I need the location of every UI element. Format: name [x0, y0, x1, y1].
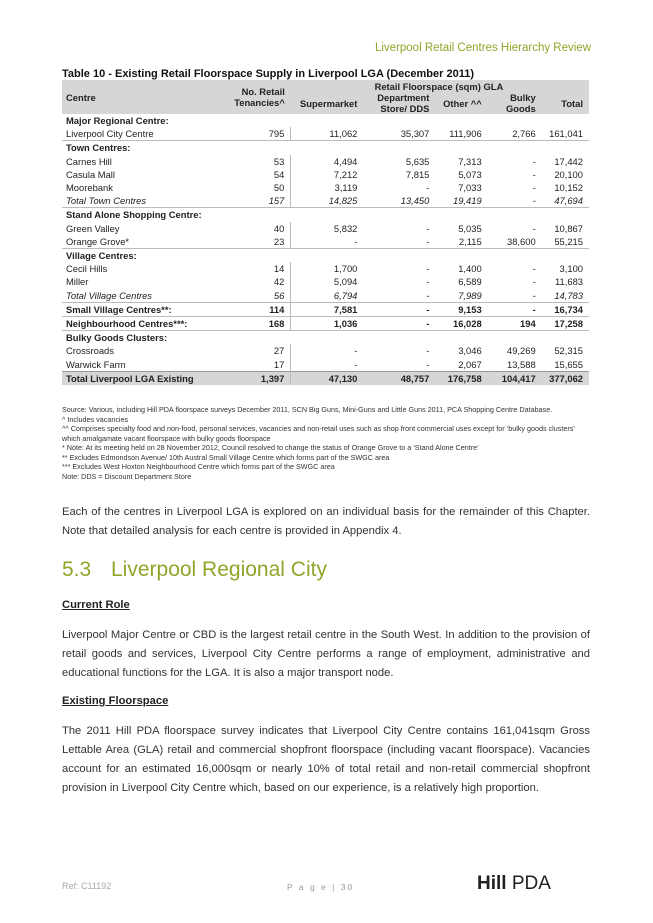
cell-tot: 10,867 [554, 222, 583, 234]
cell-ten: 168 [219, 317, 291, 331]
cell-ten: 1,397 [219, 371, 291, 385]
cell-empty [219, 249, 589, 263]
table-section-row [62, 141, 589, 155]
cell-oth: 7,989 [458, 289, 482, 301]
cell-bulky: 2,766 [512, 128, 536, 140]
table-section-row [62, 208, 589, 222]
cell-dept: 35,307 [400, 128, 430, 140]
cell-dept: 13,450 [400, 195, 430, 207]
table-row [62, 317, 589, 331]
note-other: ^^ Comprises specialty food and non-food, personal services, vacancies and non-retail uses such as shop front commercial uses except for ‘bulky goods clusters’ which amalgamate vacant floorspace with bulky goods floorspace [62, 424, 575, 443]
table-row [62, 155, 589, 168]
cell-ten: 40 [273, 222, 285, 234]
table-row [62, 235, 589, 249]
table-section-row [62, 331, 589, 345]
cell-bulky: - [532, 195, 536, 207]
table-row [62, 302, 589, 316]
cell-oth: 16,028 [435, 317, 487, 331]
cell-sup: 47,130 [291, 371, 364, 385]
cell-centre: Village Centres: [62, 249, 219, 263]
cell-tot: 20,100 [554, 168, 583, 180]
section-number: 5.3 [62, 558, 92, 581]
cell-oth: 111,906 [449, 128, 482, 140]
table-row [62, 344, 589, 357]
table-row [62, 275, 589, 288]
table-row [62, 194, 589, 208]
cell-empty [219, 208, 589, 222]
cell-empty [219, 114, 589, 127]
note-vacancies: ^ Includes vacancies [62, 414, 129, 424]
cell-centre: Neighbourhood Centres***: [62, 317, 219, 331]
cell-bulky: - [532, 168, 536, 180]
cell-dept: - [426, 182, 430, 194]
cell-centre: Cecil Hills [66, 263, 108, 275]
cell-tot: 52,315 [554, 345, 583, 357]
running-header: Liverpool Retail Centres Hierarchy Review [374, 42, 591, 54]
cell-tot: 15,655 [554, 358, 583, 370]
cell-sup: 5,094 [291, 275, 364, 288]
col-bulky: Bulky Goods [488, 92, 542, 114]
cell-centre: Warwick Farm [66, 358, 126, 370]
cell-oth: 2,067 [458, 358, 482, 370]
cell-centre: Total Town Centres [66, 195, 147, 207]
table-row [62, 181, 589, 194]
cell-ten: 53 [273, 155, 285, 167]
table-notes [62, 405, 589, 481]
retail-floorspace-table [62, 80, 589, 385]
cell-tot: 377,062 [542, 371, 589, 385]
cell-oth: 7,313 [458, 155, 482, 167]
cell-oth: 7,033 [458, 182, 482, 194]
cell-bulky: 13,588 [507, 358, 536, 370]
cell-sup: 4,494 [291, 155, 364, 168]
cell-tot: 11,683 [555, 276, 583, 288]
footer-page-number: P a g e | 30 [287, 882, 355, 892]
col-tenancies: No. Retail Tenancies^ [219, 80, 291, 114]
cell-dept: 7,815 [405, 168, 430, 180]
cell-sup: 7,581 [291, 302, 364, 316]
cell-oth: 9,153 [435, 302, 487, 316]
cell-tot: 10,152 [554, 182, 583, 194]
cell-oth: 176,758 [435, 371, 487, 385]
cell-dept: - [426, 358, 430, 370]
cell-tot: 17,442 [554, 155, 583, 167]
col-group-floorspace: Retail Floorspace (sqm) GLA [291, 80, 589, 92]
cell-oth: 5,073 [458, 168, 482, 180]
cell-ten: 27 [273, 345, 285, 357]
cell-bulky: 104,417 [488, 371, 542, 385]
cell-centre: Stand Alone Shopping Centre: [62, 208, 219, 222]
cell-oth: 6,589 [458, 276, 482, 288]
logo-bold: Hill [477, 873, 507, 894]
note-orange-grove: * Note: At its meeting held on 28 November 2012, Council resolved to change the status of Orange Grove to a ‘Stand Alone Centre’ [62, 443, 479, 452]
col-other: Other ^^ [435, 92, 487, 114]
cell-ten: 23 [273, 235, 285, 247]
cell-centre: Orange Grove* [66, 235, 130, 247]
cell-centre: Green Valley [66, 222, 120, 234]
cell-centre: Town Centres: [62, 141, 219, 155]
table-row [62, 127, 589, 141]
cell-sup: - [291, 235, 364, 249]
cell-centre: Major Regional Centre: [66, 115, 169, 126]
cell-bulky: - [532, 155, 536, 167]
table-row [62, 262, 589, 275]
table-section-row [62, 249, 589, 263]
col-supermarket: Supermarket [291, 92, 364, 114]
cell-bulky: 38,600 [507, 235, 536, 247]
cell-centre: Carnes Hill [66, 155, 112, 167]
cell-oth: 1,400 [458, 263, 482, 275]
cell-sup: 6,794 [291, 289, 364, 303]
section-title: Liverpool Regional City [111, 558, 327, 581]
cell-sup: 5,832 [291, 222, 364, 235]
col-department: Department Store/ DDS [363, 92, 435, 114]
cell-dept: - [426, 235, 430, 247]
cell-bulky: - [532, 276, 536, 288]
cell-centre: Casula Mall [66, 168, 115, 180]
cell-bulky: - [488, 302, 542, 316]
cell-dept: - [363, 302, 435, 316]
cell-ten: 50 [273, 182, 285, 194]
cell-sup: 14,825 [291, 194, 364, 208]
cell-dept: - [426, 289, 430, 301]
cell-dept: 48,757 [363, 371, 435, 385]
section-heading [62, 558, 327, 582]
cell-sup: 1,036 [291, 317, 364, 331]
existing-floorspace-heading: Existing Floorspace [62, 695, 169, 707]
cell-dept: - [426, 222, 430, 234]
cell-bulky: - [532, 222, 536, 234]
cell-sup: - [291, 358, 364, 372]
logo-rest: PDA [506, 873, 551, 894]
table-title: Table 10 - Existing Retail Floorspace Supply in Liverpool LGA (December 2011) [62, 68, 475, 80]
table-row [62, 289, 589, 303]
cell-oth: 5,035 [458, 222, 482, 234]
existing-floorspace-paragraph: The 2011 Hill PDA floorspace survey indicates that Liverpool City Centre contains 161,041sqm Gross Lettable Area (GLA) retail and commercial shopfront floorspace (including vacant floorspace). Vacancies account for an estimated 16,000sqm or nearly 10% of total retail and non-retail commercial shopfront provision in Liverpool City Centre which, based on our experience, is a relatively high proportion. [62, 725, 590, 794]
footer-ref: Ref: C11192 [62, 881, 112, 891]
cell-sup: 7,212 [291, 168, 364, 181]
cell-empty [219, 141, 589, 155]
col-centre: Centre [62, 80, 219, 114]
cell-oth: 2,115 [458, 235, 482, 247]
cell-tot: 55,215 [554, 235, 583, 247]
cell-bulky: - [532, 182, 536, 194]
cell-bulky: - [532, 263, 536, 275]
cell-ten: 54 [273, 168, 285, 180]
cell-ten: 114 [219, 302, 291, 316]
cell-centre: Small Village Centres**: [62, 302, 219, 316]
cell-bulky: - [532, 289, 536, 301]
cell-tot: 16,734 [542, 302, 589, 316]
current-role-paragraph: Liverpool Major Centre or CBD is the largest retail centre in the South West. In addition to the provision of retail goods and services, Liverpool City Centre performs a range of employment, administrative and educational functions for the LGA. It is also a major transport node. [62, 629, 590, 679]
table-total-row [62, 371, 589, 385]
hill-pda-logo [477, 873, 551, 895]
current-role-heading: Current Role [62, 599, 130, 611]
note-neighbourhood: *** Excludes West Hoxton Neighbourhood Centre which forms part of the SWGC area [62, 462, 335, 471]
cell-centre: Moorebank [66, 182, 113, 194]
cell-dept: - [426, 345, 430, 357]
cell-oth: 19,419 [453, 195, 482, 207]
cell-centre: Crossroads [66, 345, 114, 357]
cell-ten: 42 [273, 276, 285, 288]
cell-ten: 17 [273, 358, 285, 370]
cell-ten: 14 [273, 263, 285, 275]
cell-tot: 17,258 [542, 317, 589, 331]
cell-dept: 5,635 [405, 155, 430, 167]
cell-sup: 1,700 [291, 262, 364, 275]
cell-dept: - [426, 263, 430, 275]
cell-sup: - [291, 344, 364, 357]
cell-dept: - [363, 317, 435, 331]
cell-oth: 3,046 [458, 345, 482, 357]
table-row [62, 222, 589, 235]
table-section-row [62, 114, 589, 127]
cell-bulky: 194 [488, 317, 542, 331]
cell-tot: 3,100 [559, 263, 583, 275]
table-row [62, 168, 589, 181]
table-row [62, 358, 589, 372]
cell-dept: - [426, 276, 430, 288]
cell-sup: 3,119 [291, 181, 364, 194]
cell-centre: Miller [66, 276, 89, 288]
cell-ten: 56 [273, 289, 285, 301]
cell-centre: Liverpool City Centre [66, 128, 154, 140]
cell-centre: Total Village Centres [66, 289, 152, 301]
note-dds: Note: DDS = Discount Department Store [62, 471, 192, 481]
cell-centre: Bulky Goods Clusters: [62, 331, 219, 345]
note-source: Source: Various, including Hill PDA floorspace surveys December 2011, SCN Big Guns, Mini-Guns and Little Guns 2011, PCA Shopping Centre Database. [62, 405, 553, 414]
cell-sup: 11,062 [291, 127, 364, 141]
cell-empty [219, 331, 589, 345]
cell-ten: 795 [268, 128, 285, 140]
intro-paragraph: Each of the centres in Liverpool LGA is explored on an individual basis for the remainder of this Chapter. Note that detailed analysis for each centre is provided in Appendix 4. [62, 506, 590, 537]
col-total: Total [542, 92, 589, 114]
note-small-village: ** Excludes Edmondson Avenue/ 10th Austral Small Village Centre which forms part of the SWGC area [62, 452, 390, 462]
cell-tot: 161,041 [549, 128, 583, 140]
cell-ten: 157 [268, 195, 285, 207]
cell-tot: 14,783 [554, 289, 583, 301]
cell-tot: 47,694 [554, 195, 583, 207]
cell-bulky: 49,269 [507, 345, 536, 357]
cell-centre: Total Liverpool LGA Existing [62, 371, 219, 385]
